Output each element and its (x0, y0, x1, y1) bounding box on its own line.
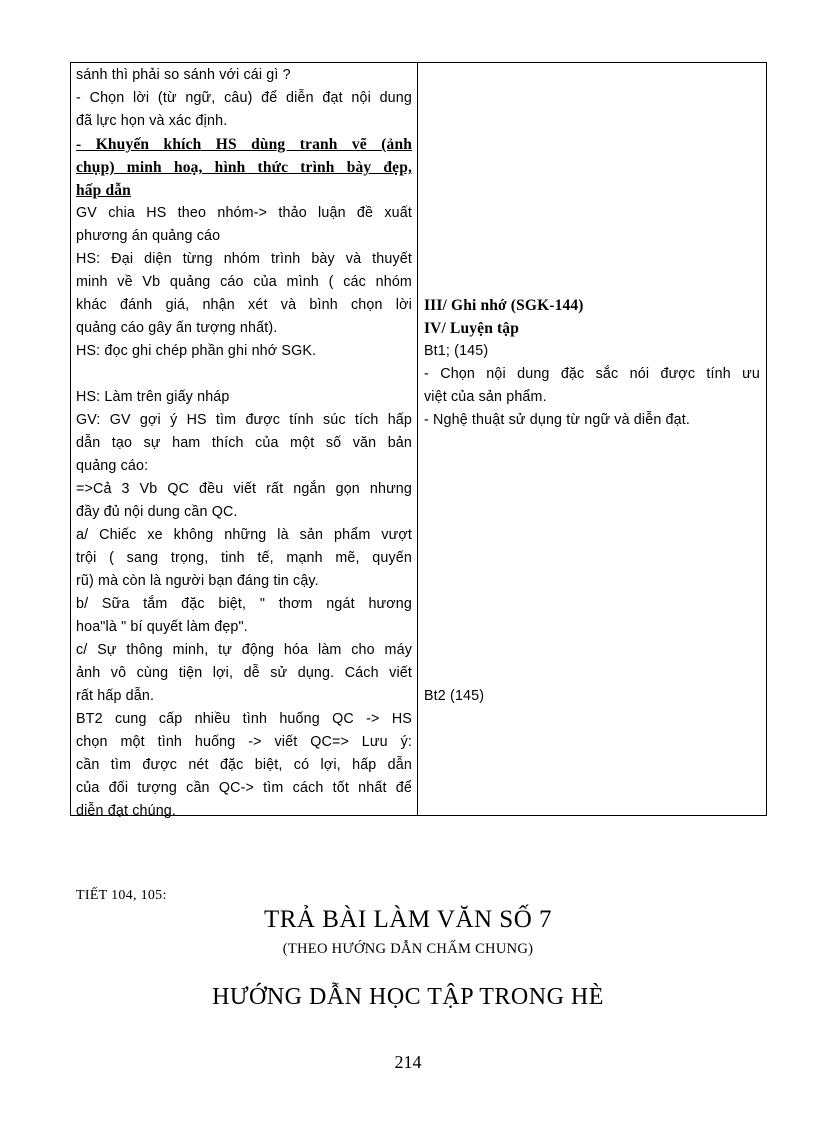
activity-line: a/ Chiếc xe không những là sản phẩm vượt (76, 527, 412, 543)
activity-line: b/ Sữa tắm đặc biệt, " thơm ngát hương (76, 596, 412, 612)
activity-line: ảnh vô cùng tiện lợi, dễ sử dụng. Cách viết (76, 665, 412, 681)
activity-line: HS: Làm trên giấy nháp (76, 389, 230, 405)
column-divider (417, 63, 418, 815)
activity-line: c/ Sự thông minh, tự động hóa làm cho máy (76, 642, 412, 658)
activity-line: dẫn tạo sự ham thích của một số văn bản (76, 435, 412, 451)
activity-line: - Chọn lời (từ ngữ, câu) để diễn đạt nội dung (76, 90, 412, 106)
page-number: 214 (394, 1052, 422, 1072)
activity-line: chọn một tình huống -> viết QC=> Lưu ý: (76, 734, 412, 750)
activity-line: BT2 cung cấp nhiều tình huống QC -> HS (76, 711, 412, 727)
activity-line: đã lực họn và xác định. (76, 113, 228, 129)
activity-line: =>Cả 3 Vb QC đều viết rất ngắn gọn nhưng (76, 481, 412, 497)
activity-line: HS: đọc ghi chép phần ghi nhớ SGK. (76, 343, 317, 359)
activity-line: hoa"là " bí quyết làm đẹp". (76, 619, 248, 635)
activity-line: trội ( sang trọng, tinh tế, mạnh mẽ, quyến (76, 550, 412, 566)
activity-line: hấp dẫn (76, 182, 131, 199)
activity-line: rất hấp dẫn. (76, 688, 155, 704)
activity-line: - Khuyến khích HS dùng tranh vẽ (ảnh (76, 136, 412, 153)
activity-line: của đối tượng cần QC-> tìm cách tốt nhất để (76, 780, 412, 796)
activity-line: cần tìm được nét đặc biệt, có lợi, hấp dẫn (76, 757, 412, 773)
content-line: việt của sản phẩm. (424, 389, 547, 405)
lesson-table (70, 62, 767, 819)
section-title: HƯỚNG DẪN HỌC TẬP TRONG HÈ (212, 984, 604, 1010)
content-line: III/ Ghi nhớ (SGK-144) (424, 297, 584, 314)
lesson-title: TRẢ BÀI LÀM VĂN SỐ 7 (263, 906, 553, 933)
activity-line: quảng cáo gây ấn tượng nhất). (76, 320, 278, 336)
content-line: IV/ Luyện tập (424, 320, 519, 337)
activity-line: chụp) minh hoạ, hình thức trình bày đẹp, (76, 159, 412, 176)
activity-line: quảng cáo: (76, 458, 149, 474)
content-line: - Nghệ thuật sử dụng từ ngữ và diễn đạt. (424, 412, 691, 428)
activity-line: sánh thì phải so sánh với cái gì ? (76, 67, 291, 83)
activity-line: HS: Đại diện từng nhóm trình bày và thuyết (76, 251, 412, 267)
lesson-label: TIẾT 104, 105: (76, 888, 167, 903)
activity-line: đầy đủ nội dung cần QC. (76, 504, 238, 520)
activity-line: khác đánh giá, nhận xét và bình chọn lời (76, 297, 412, 313)
content-line: - Chọn nội dung đặc sắc nói được tính ưu (424, 366, 760, 382)
activity-line: phương án quảng cáo (76, 228, 221, 244)
activity-line: GV chia HS theo nhóm-> thảo luận đề xuất (76, 205, 412, 221)
activity-line: diễn đạt chúng. (76, 803, 177, 819)
content-line: Bt1; (145) (424, 343, 489, 359)
activity-line: rũ) mà còn là người bạn đáng tin cậy. (76, 573, 319, 589)
lesson-subtitle: (THEO HƯỚNG DẪN CHẤM CHUNG) (282, 941, 534, 957)
content-line: Bt2 (145) (424, 688, 485, 704)
activity-line: minh về Vb quảng cáo của mình ( các nhóm (76, 274, 412, 290)
activity-line: GV: GV gợi ý HS tìm được tính súc tích hấp (76, 412, 412, 428)
